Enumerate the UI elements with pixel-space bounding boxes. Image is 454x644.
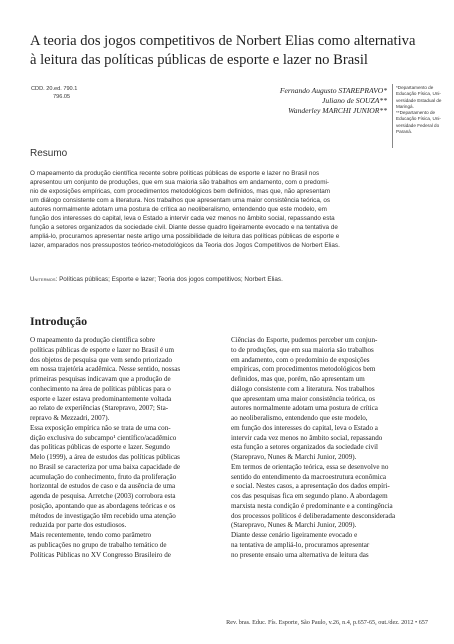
abstract-line: ampliá-lo, procuramos apresentar neste artigo uma possibilidade de leitura das políticas públicas de esporte e [30, 233, 340, 241]
section-heading-introducao: Introdução [30, 314, 88, 328]
keywords [30, 276, 430, 283]
affiliation-line: versidade Estadual de [396, 97, 442, 103]
body-text-line: e social. Nestes casos, a apresentação dos dados empíri- [231, 482, 390, 491]
body-text-line: reduzida por parte dos estudiosos. [30, 521, 127, 530]
affiliation-divider [392, 84, 393, 148]
author-1: Fernando Augusto STAREPRAVO* [279, 86, 387, 95]
body-text-line: esta função a setores organizados da sociedade civil [231, 443, 379, 452]
title-line-2: à leitura das políticas públicas de esporte e lazer no Brasil [30, 52, 368, 68]
body-text-line: diálogo consistente com a literatura. Nos trabalhos [231, 384, 375, 393]
body-text-line: autores normalmente adotam uma postura de crítica [231, 404, 378, 413]
body-text-line: repravo & Mezzadri, 2007). [30, 414, 110, 422]
body-text-line: Ciências do Esporte, pudemos perceber um conjun- [231, 336, 378, 344]
body-text-line: empíricas, com procedimentos metodológicos bem [231, 365, 376, 374]
body-text-line: Melo (1999), a área de estudos das políticas públicas [30, 453, 180, 461]
body-text-line: dos objetos de pesquisa que vem sendo priorizado [30, 355, 173, 364]
affiliation-line: *Departamento de [396, 85, 434, 90]
affiliation-line: **Departamento de [396, 110, 436, 116]
body-text-line: ao neoliberalismo, entendendo que este modelo, [231, 414, 368, 422]
body-column-left [30, 336, 225, 560]
cdd-line-2: 796.05 [53, 93, 71, 100]
body-text-line: no presente ensaio uma alternativa de leitura das [231, 550, 369, 559]
cdd-classification [31, 86, 77, 101]
author-3: Wanderley MARCHI JUNIOR** [288, 106, 387, 115]
abstract-line: autores normalmente adotam uma postura de crítica ao neoliberalismo, entendendo que este modelo, em [30, 206, 327, 214]
body-text-line: Políticas Públicas no XV Congresso Brasileiro de [30, 550, 171, 559]
abstract-line: um diálogo consistente com a literatura. Nos trabalhos que apresentam uma maior consistência teórica, os [30, 197, 331, 205]
abstract-heading: Resumo [30, 148, 68, 159]
author-list [280, 86, 387, 116]
body-text-line: em andamento, com o predomínio de exposições [231, 355, 370, 364]
affiliation-line: Educação Física, Uni- [396, 91, 441, 97]
body-text-line: (Starepravo, Nunes & Marchi Junior, 2009). [231, 521, 357, 530]
body-text-line: métodos de investigação têm recebido uma atenção [30, 511, 176, 520]
body-text-line: agenda de pesquisa. Arretche (2003) corrobora esta [30, 492, 176, 500]
body-text-line: ao relato de experiências (Starepravo, 2007; Sta- [30, 404, 169, 413]
keywords-label: Unitermos: [30, 276, 58, 283]
body-text-line: posição, apontando que as abordagens teóricas e os [30, 501, 176, 510]
abstract-line: nio de exposições empíricas, com procedimentos metodológicos bem definidos, mas que, não apresentam [30, 188, 331, 196]
body-text-line: (Starepravo, Nunes & Marchi Junior, 2009). [231, 453, 357, 461]
affiliation-line: Educação Física, Uni- [396, 116, 441, 122]
affiliation-line: Maringá. [396, 103, 414, 109]
body-text-line: em função dos interesses do capital, leva o Estado a [231, 423, 378, 432]
abstract-line: apresentou um conjunto de produções, que em sua maioria são trabalhos em andamento, com o predomi- [30, 179, 330, 187]
body-text-line: dição exclusiva do subcampo¹ científico/acadêmico [30, 433, 177, 442]
body-text-line: primeiras pesquisas indicavam que a produção de [30, 375, 171, 383]
body-text-line: conhecimento na área de políticas públicas para o [30, 384, 171, 393]
body-column-right [231, 336, 426, 560]
body-text-line: acumulação do conhecimento, fruto da proliferação [30, 472, 177, 481]
body-text-line: definidos, mas que, porém, não apresentam um [231, 375, 365, 383]
keywords-text: Políticas públicas; Esporte e lazer; Teoria dos jogos competitivos; Norbert Elias. [57, 276, 283, 283]
author-2: Juliano de SOUZA** [322, 96, 387, 105]
body-text-line: no Brasil se caracteriza por uma baixa capacidade de [30, 462, 181, 471]
cdd-line-1: CDD. 20.ed. 790.1 [31, 86, 78, 92]
body-text-line: esporte e lazer estava predominantemente voltada [30, 394, 172, 403]
body-text-line: sentido do entendimento da macroestrutura econômica [231, 472, 387, 481]
body-text-line: Em termos de orientação teórica, essa se desenvolve no [231, 462, 389, 471]
affiliation-notes [396, 85, 448, 135]
abstract-line: função dos interesses do capital, leva o Estado a intervir cada vez menos no âmbito social, repassando esta [30, 215, 335, 223]
body-text-line: políticas públicas de esporte e lazer no Brasil é um [30, 345, 174, 354]
body-text-line: Mais recentemente, tendo como parâmetro [30, 531, 152, 539]
body-text-line: horizontal de estudos de caso e da ausência de uma [30, 482, 176, 491]
article-title [30, 32, 430, 70]
abstract-body [30, 169, 428, 250]
affiliation-line: Paraná. [396, 129, 413, 135]
body-text-line: to de produções, que em sua maioria são trabalhos [231, 345, 374, 354]
body-text-line: cos das pesquisas fica em segundo plano. A abordagem [231, 492, 388, 500]
body-text-line: Diante desse cenário ligeiramente evocado e [231, 531, 358, 539]
title-line-1: A teoria dos jogos competitivos de Norbert Elias como alternativa [30, 33, 416, 49]
body-text-line: as publicações no grupo de trabalho temático de [30, 540, 167, 549]
body-text-line: intervir cada vez menos no âmbito social, repassando [231, 433, 383, 442]
body-text-line: dos processos políticos é deliberadamente desconsiderada [231, 511, 396, 520]
abstract-line: lazer, amparados nos pressupostos teórico-metodológicos da Teoria dos Jogos Competitivos de Norbert Elias. [30, 242, 340, 250]
body-text-line: O mapeamento da produção científica sobre [30, 336, 156, 344]
abstract-line: O mapeamento da produção científica recente sobre políticas públicas de esporte e lazer no Brasil nos [30, 170, 320, 177]
body-text-line: marxista nesta condição é predominante e a contingência [231, 501, 393, 510]
body-text-line: na tentativa de ampliá-lo, procuramos apresentar [231, 540, 370, 549]
body-text-line: que apresentam uma maior consistência teórica, os [231, 394, 375, 403]
page-footer: Rev. bras. Educ. Fís. Esporte, São Paulo, v.26, n.4, p.657-65, out./dez. 2012 • 657 [226, 619, 428, 626]
affiliation-line: versidade Federal do [396, 122, 440, 128]
body-text-line: das políticas públicas de esporte e lazer. Segundo [30, 443, 170, 452]
abstract-line: função a setores organizados da sociedade civil. Diante desse quadro ligeiramente evocado e na tentativa de [30, 224, 338, 232]
body-text-line: em nossa trajetória acadêmica. Nesse sentido, nossas [30, 365, 181, 374]
body-text-line: Essa exposição empírica não se trata de uma con- [30, 423, 171, 432]
